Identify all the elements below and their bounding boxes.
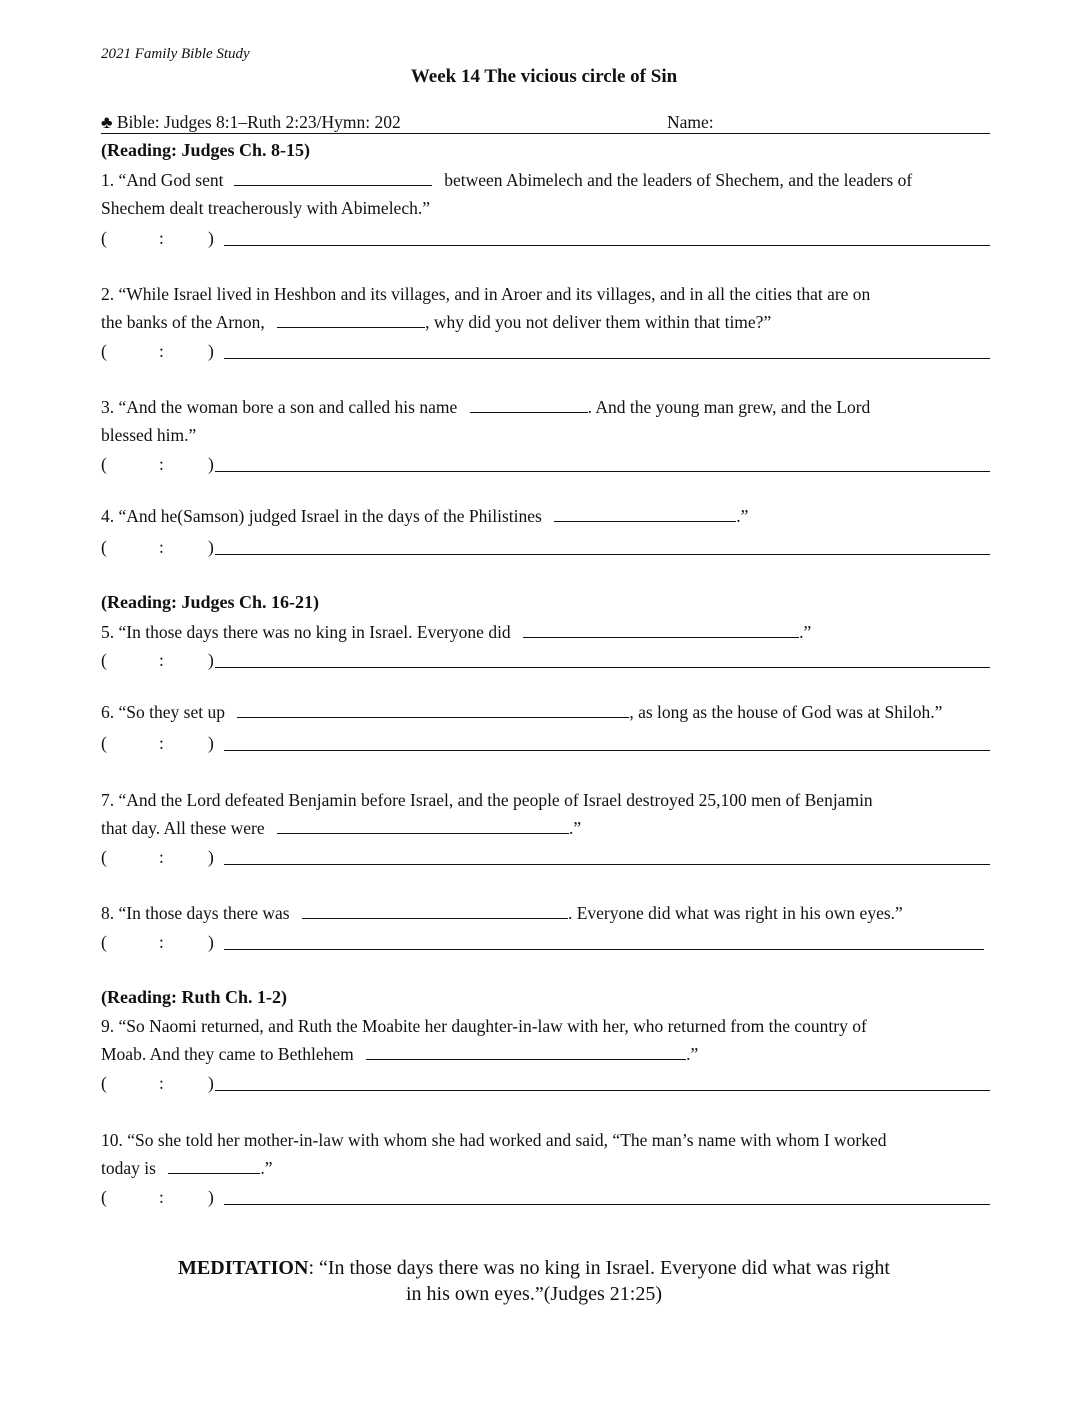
q8-text-start: 8. “In those days there was bbox=[101, 903, 290, 923]
ref-colon: : bbox=[159, 228, 164, 248]
ref-colon: : bbox=[159, 1187, 164, 1207]
q4-text-end: .” bbox=[736, 506, 749, 526]
q1-reference-line[interactable] bbox=[224, 245, 990, 246]
q2-text-start: the banks of the Arnon, bbox=[101, 312, 265, 332]
section-heading-judges-8-15: (Reading: Judges Ch. 8-15) bbox=[101, 140, 311, 160]
ref-colon: : bbox=[159, 341, 164, 361]
ref-close-paren: ) bbox=[208, 454, 214, 474]
question-5 bbox=[101, 618, 811, 646]
q8-answer-blank[interactable] bbox=[302, 900, 568, 919]
ref-open-paren: ( bbox=[101, 1187, 107, 1207]
q3-reference-line[interactable] bbox=[215, 471, 990, 472]
q7-reference-line[interactable] bbox=[224, 864, 990, 865]
ref-open-paren: ( bbox=[101, 733, 107, 753]
ref-open-paren: ( bbox=[101, 341, 107, 361]
q4-answer-blank[interactable] bbox=[554, 503, 736, 522]
q10-text-end: .” bbox=[260, 1158, 273, 1178]
question-10: 10. “So she told her mother-in-law with whom she had worked and said, “The man’s name with whom I worked bbox=[101, 1130, 887, 1150]
ref-close-paren: ) bbox=[208, 847, 214, 867]
section-heading-judges-16-21: (Reading: Judges Ch. 16-21) bbox=[101, 592, 320, 612]
q1-answer-blank[interactable] bbox=[234, 167, 432, 186]
question-2-continued bbox=[101, 308, 771, 336]
meditation-line-1 bbox=[0, 1255, 1068, 1281]
ref-close-paren: ) bbox=[208, 341, 214, 361]
q10-verse-reference[interactable] bbox=[101, 1187, 990, 1209]
q5-answer-blank[interactable] bbox=[523, 619, 799, 638]
q1-verse-reference[interactable] bbox=[101, 228, 990, 250]
question-7-continued bbox=[101, 814, 581, 842]
q6-text-end: , as long as the house of God was at Shiloh.” bbox=[629, 702, 943, 722]
q3-text-end: . And the young man grew, and the Lord bbox=[587, 397, 871, 417]
ref-open-paren: ( bbox=[101, 650, 107, 670]
q9-text-end: .” bbox=[686, 1044, 699, 1064]
meta-line bbox=[101, 112, 990, 134]
question-3-continued: blessed him.” bbox=[101, 425, 197, 445]
ref-close-paren: ) bbox=[208, 932, 214, 952]
ref-open-paren: ( bbox=[101, 932, 107, 952]
q9-verse-reference[interactable] bbox=[101, 1073, 990, 1095]
meditation-line-2: in his own eyes.”(Judges 21:25) bbox=[405, 1283, 663, 1305]
q8-text-end: . Everyone did what was right in his own eyes.” bbox=[567, 903, 903, 923]
meditation-label: MEDITATION bbox=[178, 1257, 309, 1279]
ref-colon: : bbox=[159, 1073, 164, 1093]
bible-reference: ♣ Bible: Judges 8:1–Ruth 2:23/Hymn: 202 bbox=[101, 112, 401, 132]
question-10-continued bbox=[101, 1154, 272, 1182]
q10-text-start: today is bbox=[101, 1158, 156, 1178]
ref-open-paren: ( bbox=[101, 537, 107, 557]
q9-text-start: Moab. And they came to Bethlehem bbox=[101, 1044, 354, 1064]
q1-text-end: between Abimelech and the leaders of Shechem, and the leaders of bbox=[444, 170, 913, 190]
q9-answer-blank[interactable] bbox=[366, 1041, 686, 1060]
q1-text-start: 1. “And God sent bbox=[101, 170, 224, 190]
q10-answer-blank[interactable] bbox=[168, 1155, 260, 1174]
q10-reference-line[interactable] bbox=[224, 1204, 990, 1205]
ref-open-paren: ( bbox=[101, 454, 107, 474]
q7-verse-reference[interactable] bbox=[101, 847, 990, 869]
q9-reference-line[interactable] bbox=[215, 1090, 990, 1091]
question-7: 7. “And the Lord defeated Benjamin before Israel, and the people of Israel destroyed 25,100 men of Benjamin bbox=[101, 790, 873, 810]
q6-text-start: 6. “So they set up bbox=[101, 702, 225, 722]
ref-open-paren: ( bbox=[101, 228, 107, 248]
q7-text-start: that day. All these were bbox=[101, 818, 265, 838]
ref-close-paren: ) bbox=[208, 733, 214, 753]
q3-text-start: 3. “And the woman bore a son and called his name bbox=[101, 397, 458, 417]
section-heading-ruth-1-2: (Reading: Ruth Ch. 1-2) bbox=[101, 987, 288, 1007]
q4-reference-line[interactable] bbox=[215, 554, 990, 555]
question-9: 9. “So Naomi returned, and Ruth the Moabite her daughter-in-law with her, who returned from the country of bbox=[101, 1016, 867, 1036]
question-8 bbox=[101, 899, 903, 927]
q6-reference-line[interactable] bbox=[224, 750, 990, 751]
question-1-continued: Shechem dealt treacherously with Abimelech.” bbox=[101, 198, 430, 218]
ref-close-paren: ) bbox=[208, 1187, 214, 1207]
q5-text-start: 5. “In those days there was no king in Israel. Everyone did bbox=[101, 622, 511, 642]
q4-text-start: 4. “And he(Samson) judged Israel in the days of the Philistines bbox=[101, 506, 542, 526]
ref-colon: : bbox=[159, 932, 164, 952]
ref-colon: : bbox=[159, 847, 164, 867]
question-4 bbox=[101, 502, 748, 530]
ref-colon: : bbox=[159, 650, 164, 670]
q5-text-end: .” bbox=[799, 622, 812, 642]
ref-close-paren: ) bbox=[208, 1073, 214, 1093]
question-2: 2. “While Israel lived in Heshbon and its villages, and in Aroer and its villages, and in all the cities that are on bbox=[101, 284, 871, 304]
question-9-continued bbox=[101, 1040, 698, 1068]
meditation-block bbox=[0, 1255, 1068, 1307]
ref-colon: : bbox=[159, 733, 164, 753]
q7-text-end: .” bbox=[568, 818, 582, 838]
q8-verse-reference[interactable] bbox=[101, 932, 990, 954]
q8-reference-line[interactable] bbox=[224, 949, 984, 950]
ref-open-paren: ( bbox=[101, 1073, 107, 1093]
page-title: Week 14 The vicious circle of Sin bbox=[410, 66, 678, 87]
q6-answer-blank[interactable] bbox=[237, 699, 629, 718]
q5-verse-reference[interactable] bbox=[101, 650, 990, 672]
question-1 bbox=[101, 166, 912, 194]
q2-text-end: , why did you not deliver them within that time?” bbox=[425, 312, 772, 332]
q2-reference-line[interactable] bbox=[224, 358, 990, 359]
ref-open-paren: ( bbox=[101, 847, 107, 867]
question-6 bbox=[101, 698, 942, 726]
q2-verse-reference[interactable] bbox=[101, 341, 990, 363]
ref-colon: : bbox=[159, 537, 164, 557]
ref-close-paren: ) bbox=[208, 650, 214, 670]
q6-verse-reference[interactable] bbox=[101, 733, 990, 755]
q3-verse-reference[interactable] bbox=[101, 454, 990, 476]
meditation-text-1: : “In those days there was no king in Israel. Everyone did what was right bbox=[308, 1257, 890, 1279]
name-label: Name: bbox=[667, 112, 714, 132]
q7-answer-blank[interactable] bbox=[277, 815, 569, 834]
question-3 bbox=[101, 393, 870, 421]
q4-verse-reference[interactable] bbox=[101, 537, 990, 559]
q5-reference-line[interactable] bbox=[215, 667, 990, 668]
ref-close-paren: ) bbox=[208, 537, 214, 557]
q2-answer-blank[interactable] bbox=[277, 309, 425, 328]
course-label: 2021 Family Bible Study bbox=[101, 46, 250, 62]
ref-colon: : bbox=[159, 454, 164, 474]
q3-answer-blank[interactable] bbox=[470, 394, 588, 413]
ref-close-paren: ) bbox=[208, 228, 214, 248]
